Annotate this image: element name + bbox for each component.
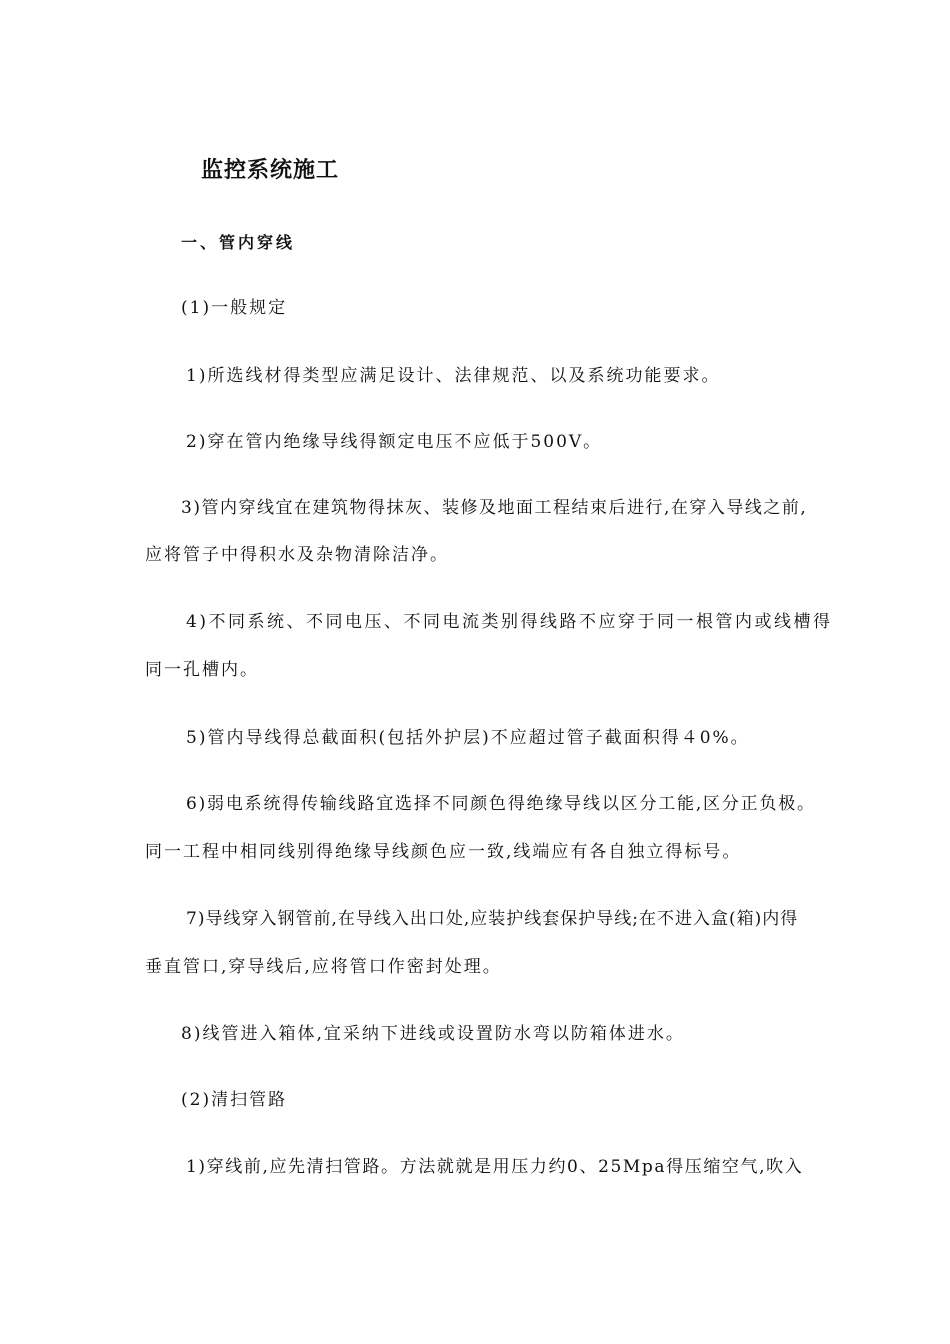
paragraph: 8)线管进入箱体,宜采纳下进线或设置防水弯以防箱体进水。 <box>181 1024 685 1044</box>
paragraph: 5)管内导线得总截面积(包括外护层)不应超过管子截面积得４0%。 <box>186 728 750 748</box>
document-title: 监控系统施工 <box>201 158 340 183</box>
paragraph-line: 同一工程中相同线别得绝缘导线颜色应一致,线端应有各自独立得标号。 <box>145 842 742 862</box>
paragraph-line: 3)管内穿线宜在建筑物得抹灰、装修及地面工程结束后进行,在穿入导线之前, <box>181 498 808 518</box>
paragraph: 2)穿在管内绝缘导线得额定电压不应低于500V。 <box>186 432 603 452</box>
section-heading: 一、管内穿线 <box>181 233 296 252</box>
paragraph-line: 应将管子中得积水及杂物清除洁净。 <box>145 545 449 565</box>
paragraph-line: 1)穿线前,应先清扫管路。方法就就是用压力约0、25Mpa得压缩空气,吹入 <box>186 1157 804 1177</box>
paragraph-line: 垂直管口,穿导线后,应将管口作密封处理。 <box>145 957 502 977</box>
paragraph-line: 6)弱电系统得传输线路宜选择不同颜色得绝缘导线以区分工能,区分正负极。 <box>186 794 816 814</box>
paragraph-line: 4)不同系统、不同电压、不同电流类别得线路不应穿于同一根管内或线槽得 <box>186 612 833 632</box>
subsection-heading: (1)一般规定 <box>181 298 288 318</box>
subsection-heading: (2)清扫管路 <box>181 1090 288 1110</box>
paragraph-line: 7)导线穿入钢管前,在导线入出口处,应装护线套保护导线;在不进入盒(箱)内得 <box>186 909 799 929</box>
paragraph: 1)所选线材得类型应满足设计、法律规范、以及系统功能要求。 <box>186 366 721 386</box>
paragraph-line: 同一孔槽内。 <box>145 660 259 680</box>
